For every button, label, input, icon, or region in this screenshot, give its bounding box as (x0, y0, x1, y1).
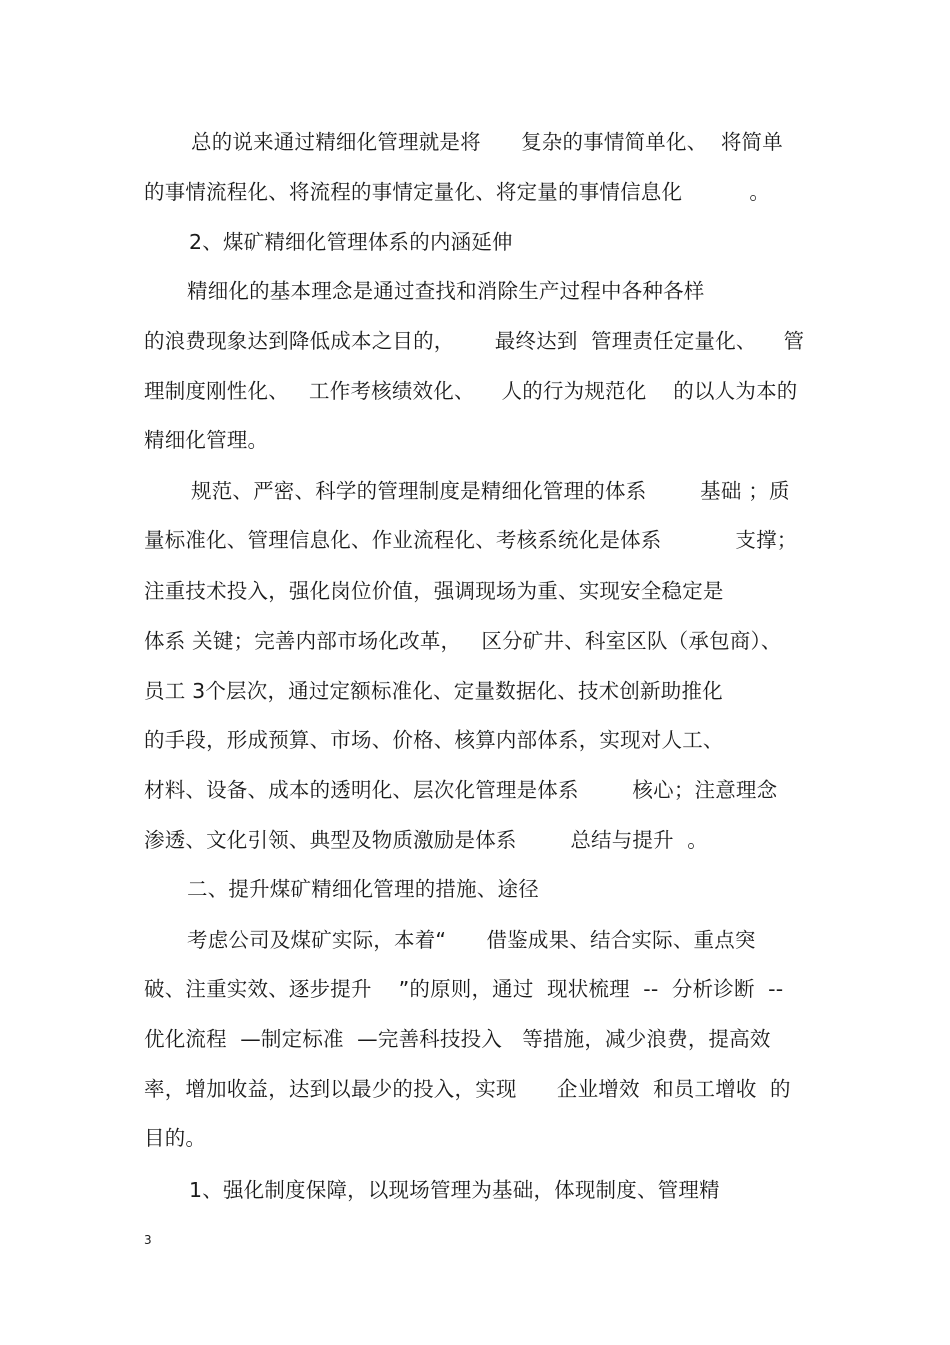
text-line: 精细化的基本理念是通过查找和消除生产过程中各种各样 (187, 279, 705, 303)
text-line: 优化流程 —制定标准 —完善科技投入 等措施，减少浪费，提高效 (144, 1027, 771, 1051)
section-heading: 1、强化制度保障，以现场管理为基础，体现制度、管理精 (189, 1178, 720, 1202)
text-line: 的手段，形成预算、市场、价格、核算内部体系，实现对人工、 (144, 728, 724, 752)
text-line: 理制度刚性化、 工作考核绩效化、 人的行为规范化 的以人为本的 (144, 379, 798, 403)
text-line: 破、注重实效、逐步提升 ”的原则，通过 现状梳理 -- 分析诊断 -- (144, 977, 784, 1001)
section-heading: 二、提升煤矿精细化管理的措施、途径 (187, 877, 539, 901)
text-line: 目的。 (144, 1126, 207, 1150)
text-line: 精细化管理。 (144, 428, 269, 452)
text-line: 总的说来通过精细化管理就是将 复杂的事情简单化、 将简单 (191, 130, 783, 154)
text-line: 渗透、文化引领、典型及物质激励是体系 总结与提升 。 (144, 828, 708, 852)
text-line: 材料、设备、成本的透明化、层次化管理是体系 核心；注意理念 (144, 778, 778, 802)
text-line: 的浪费现象达到降低成本之目的， 最终达到 管理责任定量化、 管 (144, 329, 805, 353)
text-line: 员工 3个层次，通过定额标准化、定量数据化、技术创新助推化 (144, 679, 723, 703)
text-line: 的事情流程化、将流程的事情定量化、将定量的事情信息化 。 (144, 180, 771, 204)
text-line: 注重技术投入，强化岗位价值，强调现场为重、实现安全稳定是 (144, 579, 724, 603)
section-heading: 2、煤矿精细化管理体系的内涵延伸 (189, 230, 513, 254)
text-line: 体系 关键；完善内部市场化改革， 区分矿井、科室区队（承包商）、 (144, 629, 782, 653)
text-line: 率，增加收益，达到以最少的投入，实现 企业增效 和员工增收 的 (144, 1077, 791, 1101)
text-line: 考虑公司及煤矿实际，本着“ 借鉴成果、结合实际、重点突 (187, 928, 756, 952)
text-line: 规范、严密、科学的管理制度是精细化管理的体系 基础 ；质 (191, 479, 790, 503)
page-number: 3 (144, 1233, 152, 1247)
text-line: 量标准化、管理信息化、作业流程化、考核系统化是体系 支撑； (144, 528, 798, 552)
